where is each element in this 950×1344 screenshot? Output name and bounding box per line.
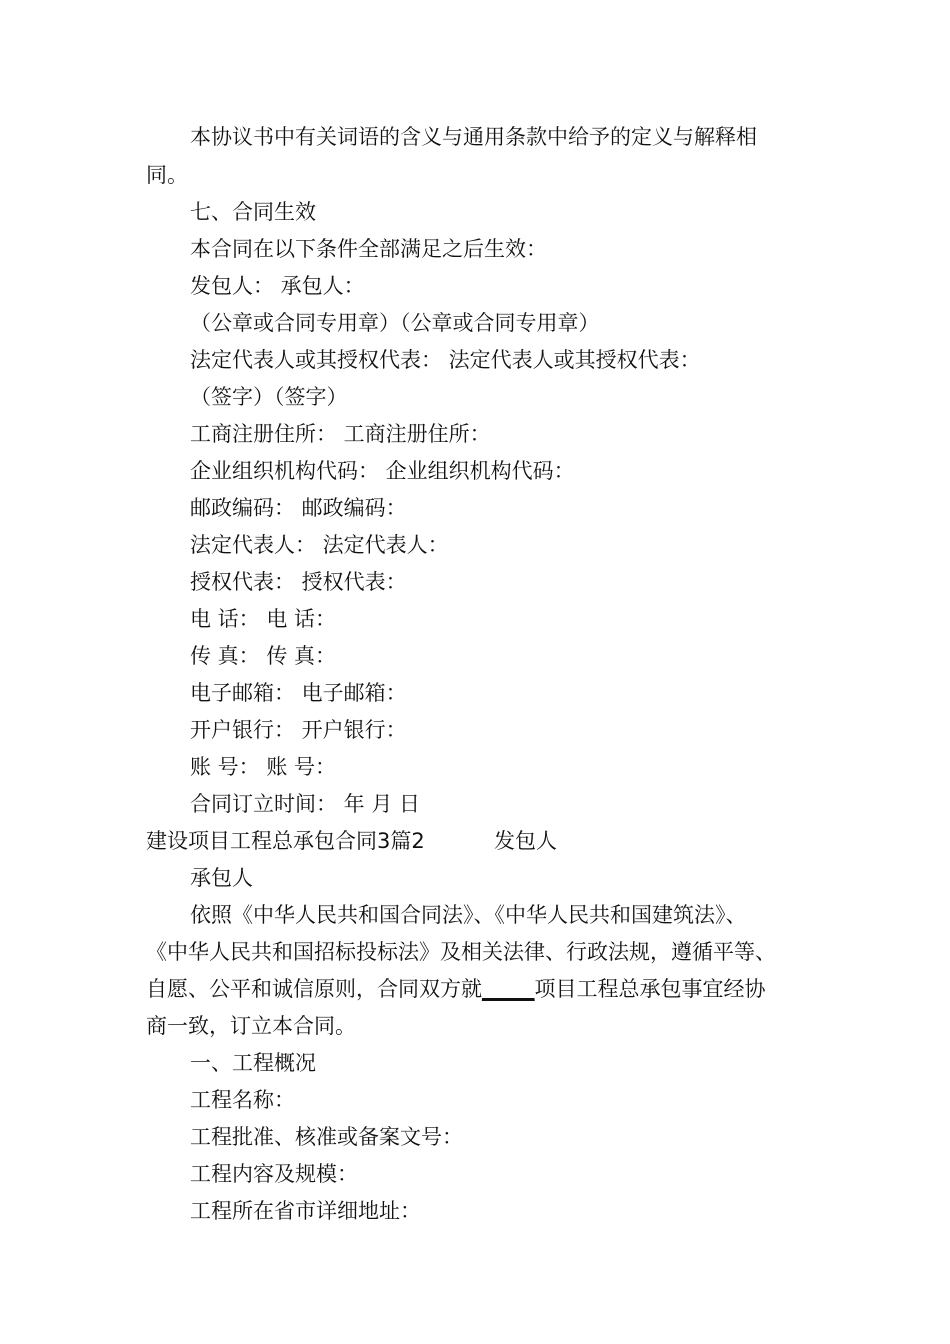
email-labels: 电子邮箱： 电子邮箱： xyxy=(190,681,407,705)
effectiveness-condition: 本合同在以下条件全部满足之后生效： xyxy=(190,237,547,261)
registered-address-labels: 工商注册住所： 工商注册住所： xyxy=(190,422,491,446)
definition-clause-line2: 同。 xyxy=(146,163,188,187)
preamble-line2: 《中华人民共和国招标投标法》及相关法律、行政法规，遵循平等、 xyxy=(146,940,776,964)
seal-labels: （公章或合同专用章）（公章或合同专用章） xyxy=(190,311,600,335)
preamble-line3 xyxy=(146,974,766,1004)
legal-representative-labels: 法定代表人： 法定代表人： xyxy=(190,533,449,557)
field-address: 工程所在省市详细地址： xyxy=(190,1199,421,1223)
postal-code-labels: 邮政编码： 邮政编码： xyxy=(190,496,407,520)
document-title: 建设项目工程总承包合同3篇2 xyxy=(146,829,425,853)
organization-code-labels: 企业组织机构代码： 企业组织机构代码： xyxy=(190,459,575,483)
preamble-line1: 依照《中华人民共和国合同法》、《中华人民共和国建筑法》、 xyxy=(190,903,747,927)
signature-labels: （签字）（签字） xyxy=(190,385,348,409)
contract-date-label: 合同订立时间： 年 月 日 xyxy=(190,792,421,816)
fax-labels: 传 真： 传 真： xyxy=(190,644,337,668)
employer-label: 发包人 xyxy=(494,829,557,853)
party-labels: 发包人： 承包人： xyxy=(190,274,365,298)
bank-labels: 开户银行： 开户银行： xyxy=(190,718,407,742)
field-approval-number: 工程批准、核准或备案文号： xyxy=(190,1125,463,1149)
section-heading-overview: 一、工程概况 xyxy=(190,1051,316,1075)
section-heading-effectiveness: 七、合同生效 xyxy=(190,200,316,224)
preamble-line3-start: 自愿、公平和诚信原则，合同双方就 xyxy=(146,977,482,1001)
authorized-representative-labels: 授权代表： 授权代表： xyxy=(190,570,407,594)
phone-labels: 电 话： 电 话： xyxy=(190,607,337,631)
preamble-line4: 商一致，订立本合同。 xyxy=(146,1014,356,1038)
contractor-label: 承包人 xyxy=(190,866,253,890)
account-number-labels: 账 号： 账 号： xyxy=(190,755,337,779)
field-scope: 工程内容及规模： xyxy=(190,1162,358,1186)
representative-labels: 法定代表人或其授权代表： 法定代表人或其授权代表： xyxy=(190,348,701,372)
field-project-name: 工程名称： xyxy=(190,1088,295,1112)
project-name-blank: _____ xyxy=(482,977,535,1001)
definition-clause-line1: 本协议书中有关词语的含义与通用条款中给予的定义与解释相 xyxy=(190,125,757,149)
preamble-line3-end: 项目工程总承包事宜经协 xyxy=(534,977,766,1001)
